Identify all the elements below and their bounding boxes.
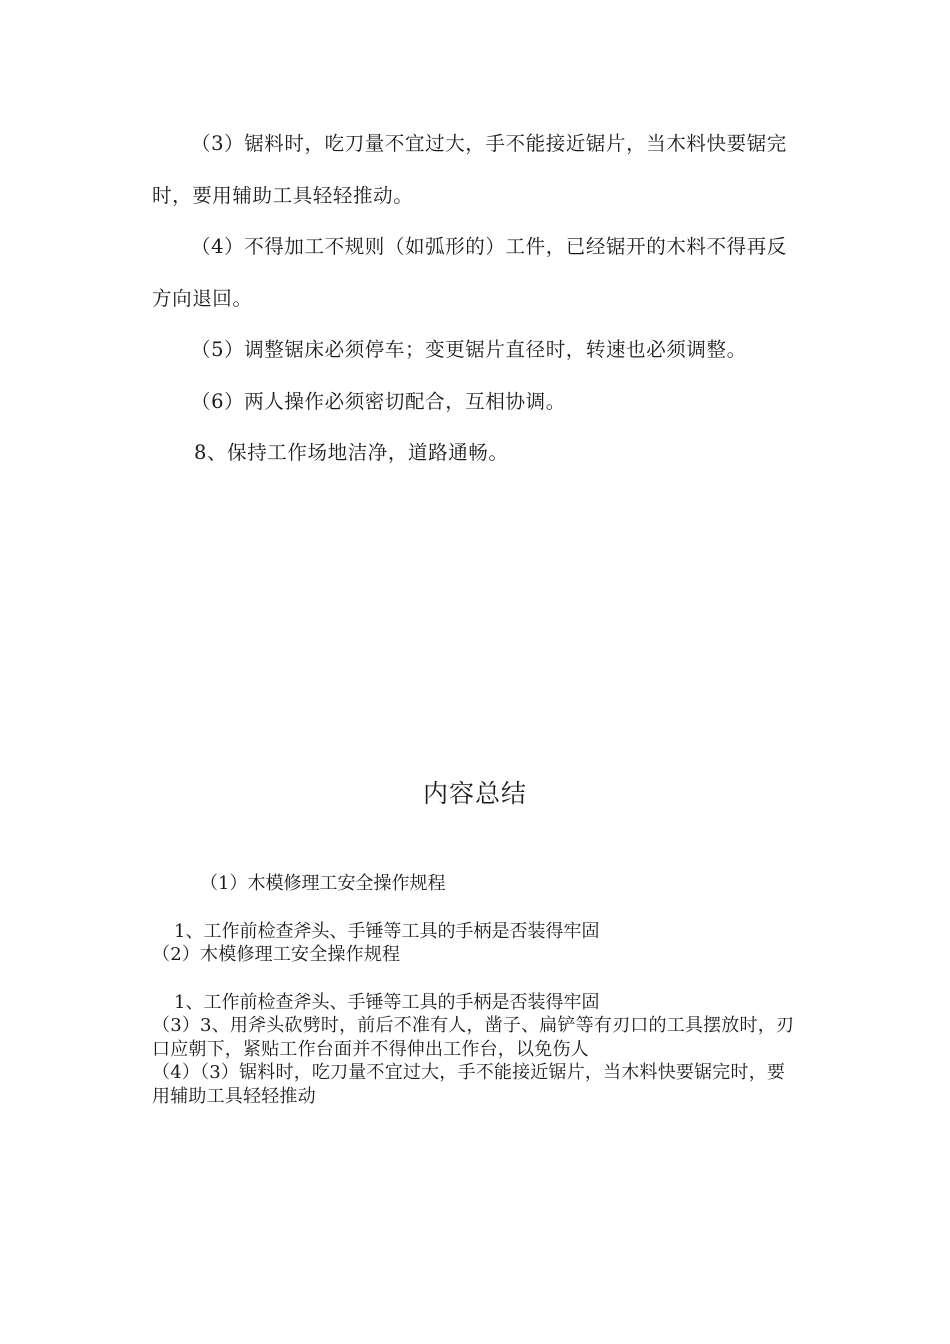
summary-item-1-detail: 1、工作前检查斧头、手锤等工具的手柄是否装得牢固 (174, 920, 600, 942)
summary-item-3: （3）3、用斧头砍劈时，前后不准有人，凿子、扁铲等有刃口的工具摆放时，刃口应朝下，紧贴工作台面并不得伸出工作台，以免伤人 (152, 1015, 795, 1060)
summary-item-1-label: （1）木模修理工安全操作规程 (200, 873, 446, 894)
spacer (152, 967, 802, 991)
rule-paragraph-5: （5）调整锯床必须停车；变更锯片直径时，转速也必须调整。 (191, 338, 747, 361)
summary-item-2-detail: 1、工作前检查斧头、手锤等工具的手柄是否装得牢固 (174, 991, 600, 1013)
safety-rules-continued (152, 118, 802, 479)
rule-item-8: 8、保持工作场地洁净，道路通畅。 (194, 441, 509, 464)
summary-list (152, 872, 802, 1108)
rule-paragraph-6: （6）两人操作必须密切配合，互相协调。 (191, 389, 566, 413)
summary-title: 内容总结 (422, 779, 527, 808)
summary-item-4: （4）（3）锯料时，吃刀量不宜过大，手不能接近锯片，当木料快要锯完时，要用辅助工具轻轻推动 (152, 1062, 786, 1107)
spacer (152, 896, 802, 920)
rule-paragraph-4: （4）不得加工不规则（如弧形的）工件，已经锯开的木料不得再反方向退回。 (152, 235, 787, 310)
summary-item-2-label: （2）木模修理工安全操作规程 (152, 944, 401, 965)
rule-paragraph-3: （3）锯料时，吃刀量不宜过大，手不能接近锯片，当木料快要锯完时，要用辅助工具轻轻推动。 (152, 132, 787, 207)
